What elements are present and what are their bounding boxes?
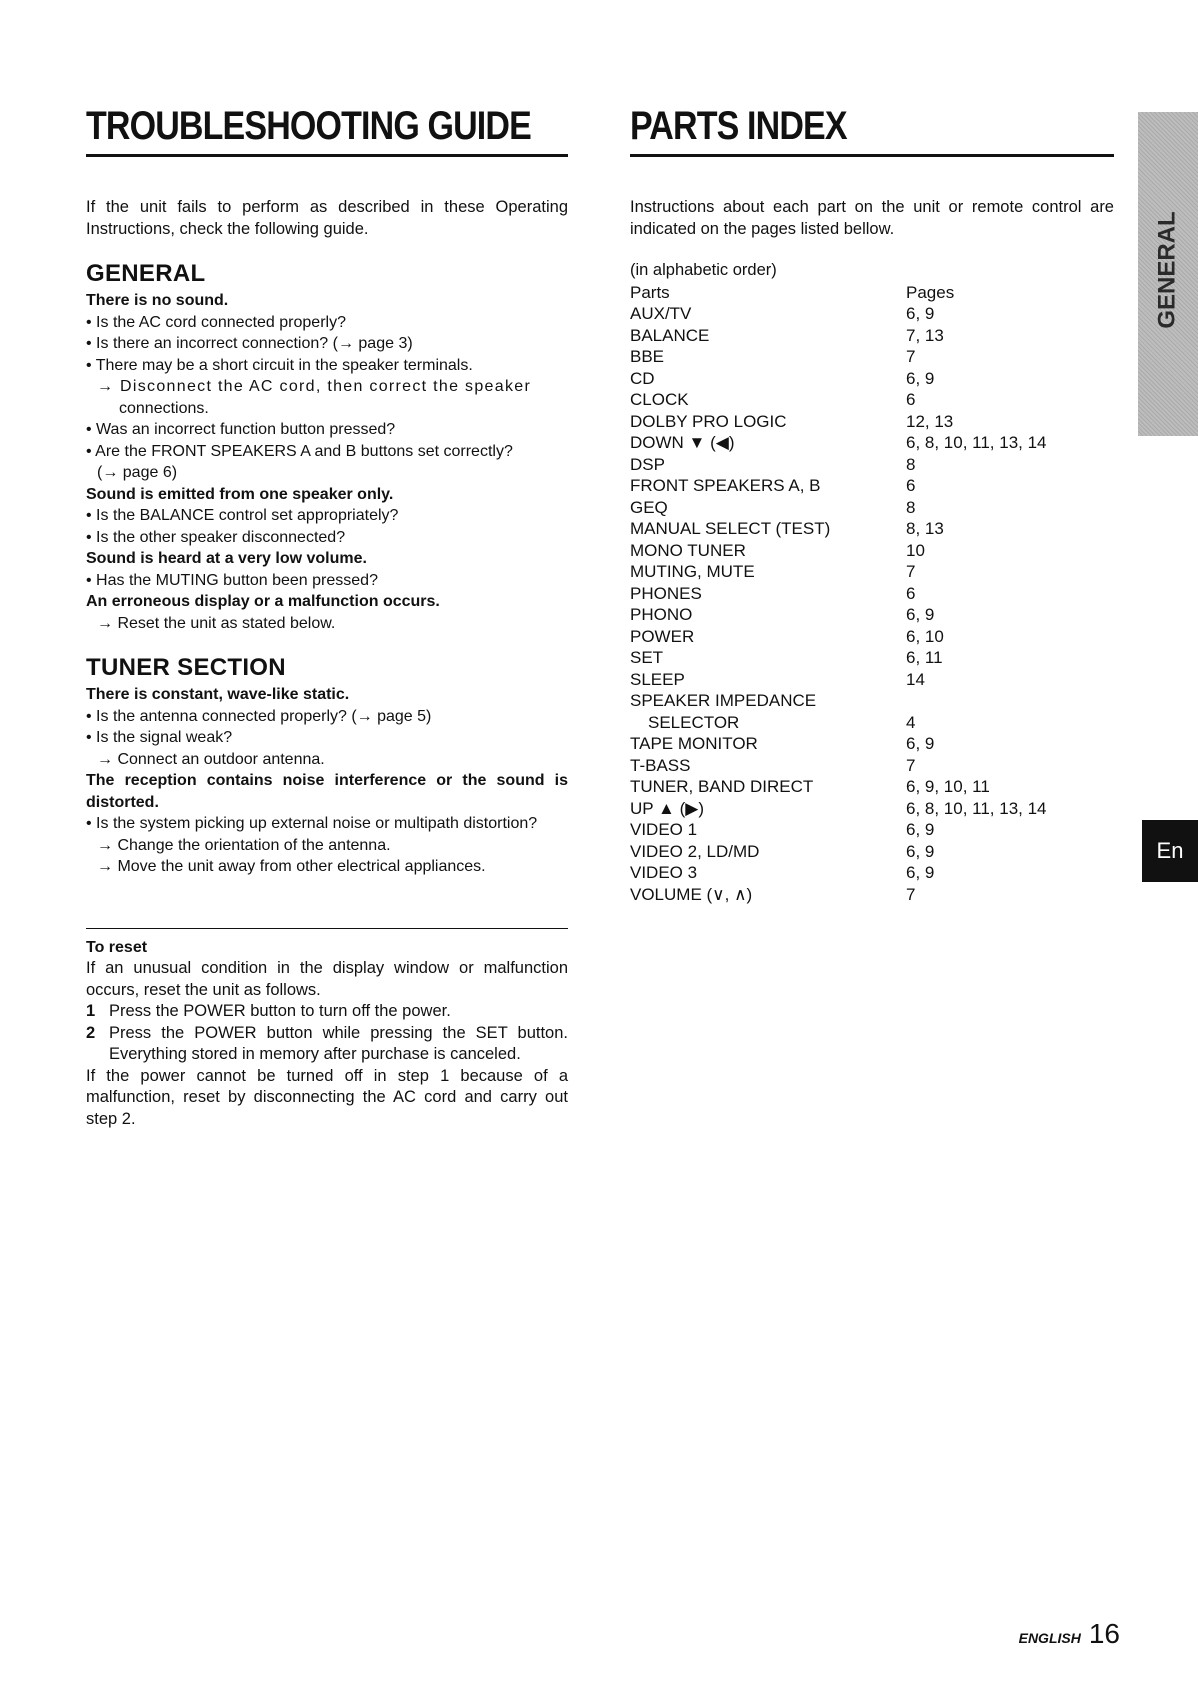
parts-table-row [630,583,1047,605]
column-header-pages: Pages [906,282,955,302]
check-item: • Is the antenna connected properly? (→ page 5) [86,707,432,725]
part-name: AUX/TV [630,304,692,323]
reset-intro: If an unusual condition in the display window or malfunction occurs, reset the unit as follows. [86,959,568,999]
remedy-item: → Disconnect the AC cord, then correct the speaker [97,378,532,395]
parts-table-row [630,776,1047,798]
part-pages: 10 [906,540,925,560]
check-item: • Is the BALANCE control set appropriately? [86,507,399,524]
part-pages: 7 [906,755,916,775]
part-name: BBE [630,347,665,366]
parts-table-row [630,862,1047,884]
part-name: SLEEP [630,669,685,689]
parts-table-row [630,475,1047,497]
check-item: • Is there an incorrect connection? (→ page 3) [86,335,413,352]
column-header-parts: Parts [630,282,670,302]
parts-table-row [630,626,1047,648]
symptom-static: There is constant, wave-like static. [86,686,350,703]
part-pages: 7 [906,884,916,904]
title-rule [630,154,1114,157]
step-text: Press the POWER button while pressing the SET button. Everything stored in memory after purchase is canceled. [109,1023,568,1063]
parts-table-row [630,540,1047,562]
part-pages: 12, 13 [906,411,954,431]
parts-table-row [630,346,1047,368]
step-number: 1 [86,1002,96,1020]
parts-table-row [630,604,1047,626]
part-pages: 6, 8, 10, 11, 13, 14 [906,798,1047,818]
remedy-item: → Connect an outdoor antenna. [97,750,325,768]
check-item: • Is the system picking up external noise or multipath distortion? [86,815,538,832]
parts-table [630,282,1047,906]
part-pages: 6, 9 [906,605,935,624]
language-tab: En [1142,820,1198,882]
part-pages: 6 [906,390,916,409]
part-pages: 7, 13 [906,325,944,345]
step-number: 2 [86,1023,96,1042]
part-name: SET [630,648,664,667]
symptom-low-volume: Sound is heard at a very low volume. [86,550,367,567]
parts-index-column [630,100,1114,905]
part-name: GEQ [630,497,668,517]
parts-table-row [630,841,1047,863]
part-name: VOLUME (∨, ∧) [630,884,753,904]
parts-index-intro: Instructions about each part on the unit or remote control are indicated on the pages listed bellow. [630,198,1114,238]
parts-table-row [630,561,1047,583]
part-pages: 6 [906,476,916,495]
part-pages: 6, 9 [906,368,935,388]
part-name: VIDEO 1 [630,820,698,839]
remedy-item: → Change the orientation of the antenna. [97,836,391,854]
check-item: • Are the FRONT SPEAKERS A and B buttons set correctly? [86,442,513,460]
part-pages: 8 [906,497,916,517]
part-name: DOWN ▼ (◀) [630,433,735,452]
check-item: • Has the MUTING button been pressed? [86,571,378,589]
parts-table-row [630,411,1047,433]
parts-table-row [630,712,1047,734]
part-name: TAPE MONITOR [630,734,758,753]
parts-table-row [630,690,1047,712]
part-name: POWER [630,626,695,646]
part-name: PHONES [630,583,702,603]
troubleshooting-intro: If the unit fails to perform as described in these Operating Instructions, check the following guide. [86,198,568,238]
symptom-malfunction: An erroneous display or a malfunction occurs. [86,593,440,610]
part-name: FRONT SPEAKERS A, B [630,476,821,495]
part-name: BALANCE [630,325,710,345]
check-item: • There may be a short circuit in the speaker terminals. [86,356,473,374]
remedy-item: → Move the unit away from other electrical appliances. [97,858,486,875]
symptom-one-speaker: Sound is emitted from one speaker only. [86,485,394,503]
reset-outro: If the power cannot be turned off in step 1 because of a malfunction, reset by disconnecting the AC cord and carry out step 2. [86,1066,568,1128]
parts-table-row [630,432,1047,454]
parts-table-row [630,755,1047,777]
part-name: VIDEO 2, LD/MD [630,841,760,861]
part-name: T-BASS [630,755,691,775]
parts-table-row [630,647,1047,669]
part-pages: 6, 10 [906,626,944,646]
parts-table-row [630,303,1047,325]
part-name: DSP [630,454,665,474]
parts-table-row [630,669,1047,691]
remedy-item: → Reset the unit as stated below. [97,614,336,632]
tuner-section-heading: TUNER SECTION [86,654,286,681]
reset-step-1 [86,1001,568,1023]
parts-table-row [630,819,1047,841]
part-name: MANUAL SELECT (TEST) [630,519,831,538]
part-pages: 14 [906,669,925,689]
parts-table-row [630,389,1047,411]
symptom-no-sound: There is no sound. [86,292,229,309]
check-item: • Is the other speaker disconnected? [86,528,346,546]
parts-index-title: PARTS INDEX [630,104,847,148]
check-item: • Was an incorrect function button pressed? [86,421,396,438]
part-pages: 6, 9 [906,304,935,323]
part-name: TUNER, BAND DIRECT [630,777,814,796]
part-name: VIDEO 3 [630,863,698,882]
part-name: DOLBY PRO LOGIC [630,411,787,431]
order-note: (in alphabetic order) [630,261,777,279]
part-pages: 4 [906,712,916,732]
part-pages: 8 [906,454,916,474]
check-item: • Is the signal weak? [86,729,233,746]
footer-language: ENGLISH [1018,1630,1081,1646]
side-tab-label [1153,210,1183,330]
part-pages: 6, 9 [906,841,935,861]
step-text: Press the POWER button to turn off the power. [109,1002,451,1020]
symptom-noise: The reception contains noise interference or the sound is distorted. [86,772,568,811]
part-pages: 6 [906,583,916,603]
part-pages: 7 [906,347,916,366]
part-name: MONO TUNER [630,540,746,560]
part-pages: 6, 11 [906,648,943,667]
part-pages: 6, 9, 10, 11 [906,777,990,796]
troubleshooting-guide-column [86,100,568,1130]
part-pages: 7 [906,562,916,581]
parts-table-row [630,368,1047,390]
check-item: • Is the AC cord connected properly? [86,313,346,331]
part-pages: 6, 9 [906,820,935,839]
check-item-continued: (→ page 6) [97,464,178,481]
page-footer [1019,1618,1120,1650]
remedy-item-continued: connections. [119,399,209,417]
parts-table-header [630,282,1047,304]
title-rule [86,154,568,157]
side-tab-text: GENERAL [1154,211,1181,329]
reset-step-2 [86,1023,568,1066]
parts-table-row [630,884,1047,906]
part-pages [906,690,1047,712]
part-name: MUTING, MUTE [630,562,755,581]
part-pages: 6, 9 [906,863,935,882]
part-name: CD [630,368,655,388]
parts-table-row [630,497,1047,519]
part-pages: 6, 8, 10, 11, 13, 14 [906,433,1047,452]
parts-table-row [630,454,1047,476]
parts-table-row [630,518,1047,540]
part-name: SELECTOR [648,712,740,732]
reset-title: To reset [86,938,148,956]
parts-table-row [630,325,1047,347]
page-number: 16 [1088,1618,1120,1649]
troubleshooting-title: TROUBLESHOOTING GUIDE [86,104,531,148]
general-heading: GENERAL [86,260,206,287]
part-name: CLOCK [630,390,689,409]
parts-table-row [630,798,1047,820]
part-name: PHONO [630,605,693,624]
part-name: SPEAKER IMPEDANCE [630,691,817,710]
reset-divider [86,928,568,929]
part-pages: 8, 13 [906,519,944,538]
part-pages: 6, 9 [906,734,935,753]
parts-table-row [630,733,1047,755]
part-name: UP ▲ (▶) [630,798,704,818]
